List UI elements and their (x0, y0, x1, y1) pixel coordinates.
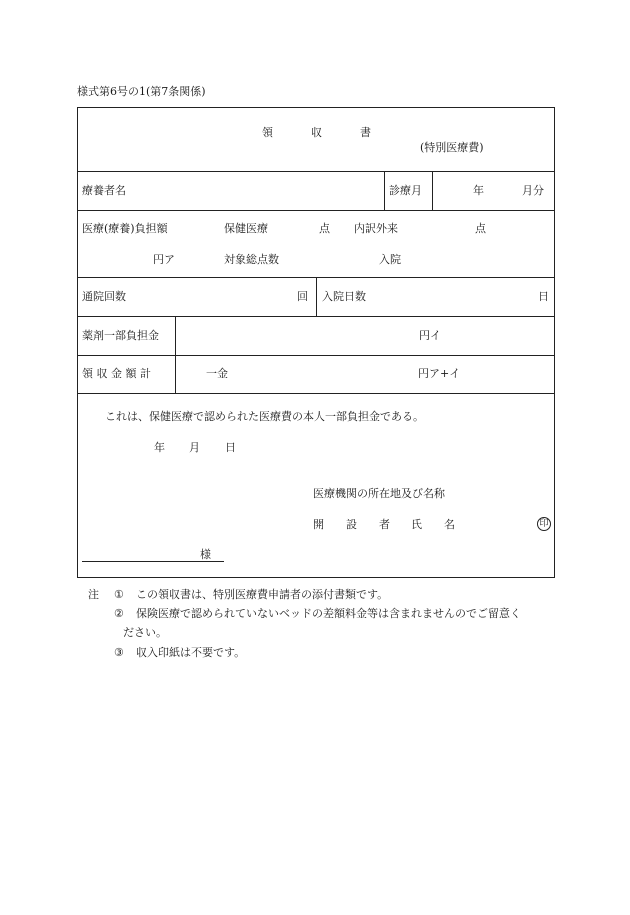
total-points-label: 対象総点数 (224, 253, 279, 266)
points-unit: 点 (475, 222, 486, 235)
founder-char: 設 (346, 518, 357, 531)
days-unit: 日 (538, 290, 549, 303)
notes-label: 注 (88, 588, 99, 601)
grid-line (175, 316, 176, 393)
grid-line (316, 277, 317, 316)
note-marker: ③ (114, 646, 124, 659)
patient-name-label: 療養者名 (82, 184, 126, 197)
grid-line (77, 210, 555, 211)
title-char: 書 (360, 126, 371, 139)
seal-icon: 印 (537, 517, 551, 531)
title-char: 領 (262, 126, 273, 139)
grid-line (432, 171, 433, 210)
treatment-month-label: 診療月 (389, 184, 422, 197)
founder-char: 氏 (411, 518, 422, 531)
grid-line (384, 171, 385, 210)
burden-amount-label: 医療(療養)負担額 (82, 222, 168, 235)
note-marker: ① (114, 588, 124, 601)
inpatient-days-label: 入院日数 (322, 290, 366, 303)
points-unit: 点 (319, 222, 330, 235)
note-text: この領収書は、特別医療費申請者の添付書類です。 (136, 588, 389, 601)
breakdown-outpatient-label: 内訳外来 (354, 222, 398, 235)
yen-sum-unit: 円ア+イ (418, 367, 461, 380)
grid-line (77, 171, 555, 172)
date-day-unit: 日 (225, 441, 236, 454)
date-month-unit: 月 (189, 441, 200, 454)
grid-line (77, 393, 555, 394)
yen-a-unit: 円ア (153, 253, 175, 266)
note-text: 収入印紙は不要です。 (136, 646, 246, 659)
subtitle: (特別医療費) (420, 141, 484, 154)
yen-i-unit: 円イ (419, 329, 441, 342)
insurance-medical-label: 保健医療 (224, 222, 268, 235)
note-text: 保険医療で認められていないベッドの差額料金等は含まれませんのでご留意く (136, 607, 521, 620)
inpatient-label: 入院 (379, 253, 401, 266)
recipient-honorific: 様 (200, 548, 211, 561)
grid-line (77, 355, 555, 356)
date-year-unit: 年 (154, 441, 165, 454)
receipt-form (77, 107, 555, 578)
note-marker: ② (114, 607, 124, 620)
month-unit: 月分 (522, 184, 544, 197)
drug-copay-label: 薬剤一部負担金 (82, 329, 159, 342)
form-number: 様式第6号の1(第7条関係) (77, 85, 206, 98)
founder-char: 者 (379, 518, 390, 531)
amount-prefix: 一金 (206, 367, 228, 380)
total-received-label: 領 収 金 額 計 (82, 367, 151, 380)
recipient-line (82, 561, 224, 562)
year-unit: 年 (473, 184, 484, 197)
founder-char: 開 (313, 518, 324, 531)
certification-statement: これは、保健医療で認められた医療費の本人一部負担金である。 (105, 410, 424, 423)
note-text-continued: ださい。 (123, 626, 167, 639)
grid-line (77, 316, 555, 317)
title-char: 収 (311, 126, 322, 139)
outpatient-visits-label: 通院回数 (82, 290, 126, 303)
institution-label: 医療機関の所在地及び名称 (313, 487, 445, 500)
times-unit: 回 (297, 290, 308, 303)
founder-char: 名 (444, 518, 455, 531)
